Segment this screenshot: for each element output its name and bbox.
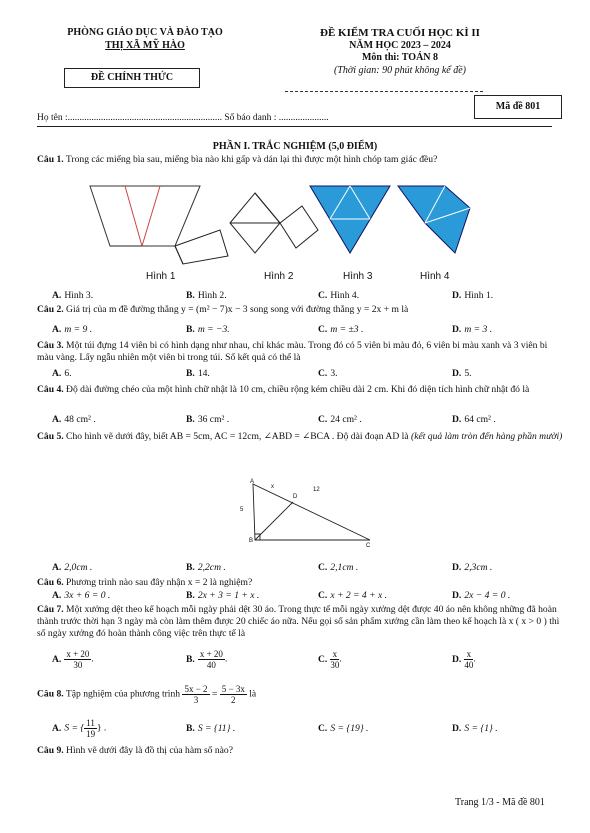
q3-option-a[interactable]: A. 6. (52, 368, 72, 379)
question-text: Trong các miếng bìa sau, miếng bìa nào khi gấp và dán lại thì được một hình chóp tam giác đều? (63, 154, 438, 165)
student-info-line: Họ tên :................................................................. Số báo danh : ..................... (37, 113, 329, 123)
q2-option-b[interactable]: B. m = −3. (186, 324, 230, 335)
q5-option-c[interactable]: C. 2,1cm . (318, 562, 359, 573)
exam-title: ĐỀ KIỂM TRA CUỐI HỌC KÌ II (320, 27, 480, 39)
q4-option-a[interactable]: A. 48 cm² . (52, 414, 96, 425)
q5-label-d: D (293, 494, 298, 500)
q6-option-a[interactable]: A. 3x + 6 = 0 . (52, 590, 111, 601)
q1-option-b[interactable]: B. Hình 2. (186, 290, 227, 301)
q3-option-d[interactable]: D. 5. (452, 368, 472, 379)
q4-option-b[interactable]: B. 36 cm² . (186, 414, 230, 425)
q7-option-a[interactable]: A. $\frac{x + 20}{30}$ . (52, 649, 94, 670)
net-figure-4 (398, 186, 470, 253)
q3-option-b[interactable]: B. 14. (186, 368, 210, 379)
q1-option-a[interactable]: A. Hình 3. (52, 290, 94, 301)
q6-option-c[interactable]: C. x + 2 = 4 + x . (318, 590, 388, 601)
header-dashed-line (285, 91, 483, 92)
question-6: Câu 6. Phương trình nào sau đây nhận x = 2 là nghiệm? (37, 577, 253, 588)
q5-label-x: x (271, 484, 274, 490)
page-footer: Trang 1/3 - Mã đề 801 (455, 797, 545, 808)
q2-option-a[interactable]: A. m = 9 . (52, 324, 93, 335)
q5-label-c: C (366, 543, 371, 549)
q5-label-a: A (250, 479, 255, 485)
school-year: NĂM HỌC 2023 – 2024 (349, 40, 451, 51)
question-5: Câu 5. Cho hình vẽ dưới đây, biết AB = 5cm, AC = 12cm, ∠ABD = ∠BCA . Độ dài đoạn AD là (kết quả làm tròn đến hàng phần mười) (37, 431, 563, 442)
q2-option-c[interactable]: C. m = ±3 . (318, 324, 364, 335)
district-name: THỊ XÃ MỸ HÀO (105, 40, 185, 51)
q7-option-d[interactable]: D. $\frac{x}{40}$ . (452, 649, 476, 670)
figure-4-label: Hình 4 (420, 271, 450, 282)
net-figure-2 (230, 193, 318, 253)
figure-3-label: Hình 3 (343, 271, 373, 282)
q5-option-b[interactable]: B. 2,2cm . (186, 562, 226, 573)
department-name: PHÒNG GIÁO DỤC VÀ ĐÀO TẠO (67, 27, 223, 38)
q7-option-b[interactable]: B. $\frac{x + 20}{40}$ . (186, 649, 228, 670)
official-exam-box: ĐỀ CHÍNH THỨC (64, 68, 200, 88)
figure-1-label: Hình 1 (146, 271, 176, 282)
q5-label-b: B (249, 538, 254, 544)
q4-option-d[interactable]: D. 64 cm² . (452, 414, 496, 425)
q8-option-d[interactable]: D. S = {1} . (452, 723, 498, 734)
q1-option-d[interactable]: D. Hình 1. (452, 290, 494, 301)
q3-option-c[interactable]: C. 3. (318, 368, 338, 379)
q8-frac-right: $\frac{5 - 3x}{2}$ (221, 684, 245, 705)
q1-nets-figure (80, 178, 520, 268)
q5-option-d[interactable]: D. 2,3cm . (452, 562, 493, 573)
q5-triangle-figure (235, 476, 375, 548)
q5-option-a[interactable]: A. 2,0cm . (52, 562, 93, 573)
subject: Môn thi: TOÁN 8 (361, 52, 439, 63)
net-figure-1 (90, 186, 228, 264)
q1-option-c[interactable]: C. Hình 4. (318, 290, 360, 301)
question-label: Câu 1. (37, 154, 64, 165)
q6-option-b[interactable]: B. 2x + 3 = 1 + x . (186, 590, 260, 601)
q7-option-c[interactable]: C. $\frac{x}{30}$ . (318, 649, 342, 670)
section-title: PHẦN I. TRẮC NGHIỆM (5,0 ĐIỂM) (212, 141, 378, 152)
q5-label-5: 5 (240, 507, 244, 513)
q2-option-d[interactable]: D. m = 3 . (452, 324, 493, 335)
net-figure-3 (310, 186, 390, 253)
q8-option-b[interactable]: B. S = {11} . (186, 723, 236, 734)
figure-2-label: Hình 2 (264, 271, 294, 282)
q5-label-12: 12 (313, 487, 320, 493)
q6-option-d[interactable]: D. 2x − 4 = 0 . (452, 590, 511, 601)
q4-option-c[interactable]: C. 24 cm² . (318, 414, 362, 425)
question-8: Câu 8. Tập nghiệm của phương trình $\frac{5x - 2}{3}$ = $\frac{5 - 3x}{2}$ là (37, 684, 257, 705)
exam-code-box: Mã đề 801 (474, 95, 562, 119)
q8-frac-left: $\frac{5x - 2}{3}$ (184, 684, 208, 705)
q8-option-c[interactable]: C. S = {19} . (318, 723, 369, 734)
header-rule (37, 126, 552, 127)
question-3: Câu 3. Một túi đựng 14 viên bi có hình dạng như nhau, chỉ khác màu. Trong đó có 5 viên bi màu đỏ, 6 viên bi màu xanh và 3 viên bi màu vàng. Lấy ngẫu nhiên một viên bi trong túi. Số kết quả có thể là (37, 340, 548, 363)
question-7: Câu 7. Một xưởng dệt theo kế hoạch mỗi ngày phải dệt 30 áo. Trong thực tế mỗi ngày xưởng dệt được 40 áo nên không những đã hoàn thành trước thời hạn 3 ngày mà còn làm thêm được 20 chiếc áo nữa. Nếu gọi số sản phẩm xưởng cần làm theo kế hoạch là x ( x > 0 ) thì số ngày xưởng đó hoàn thành công việc trên thực tế là (37, 604, 560, 639)
question-2: Câu 2. Giá trị của m đề đường thẳng y = (m² − 7)x − 3 song song với đường thẳng y = 2x + m là (37, 304, 409, 315)
exam-duration: (Thời gian: 90 phút không kể đề) (334, 65, 466, 76)
question-1 (37, 154, 565, 166)
question-4: Câu 4. Độ dài đường chéo của một hình chữ nhật là 10 cm, chiều rộng kém chiều dài 2 cm. Khi đó diện tích hình chữ nhật đó là (37, 384, 530, 395)
question-9: Câu 9. Hình vẽ dưới đây là đồ thị của hàm số nào? (37, 745, 233, 756)
q8-option-a[interactable]: A. S = { $\frac{11}{19}$ } . (52, 718, 107, 739)
